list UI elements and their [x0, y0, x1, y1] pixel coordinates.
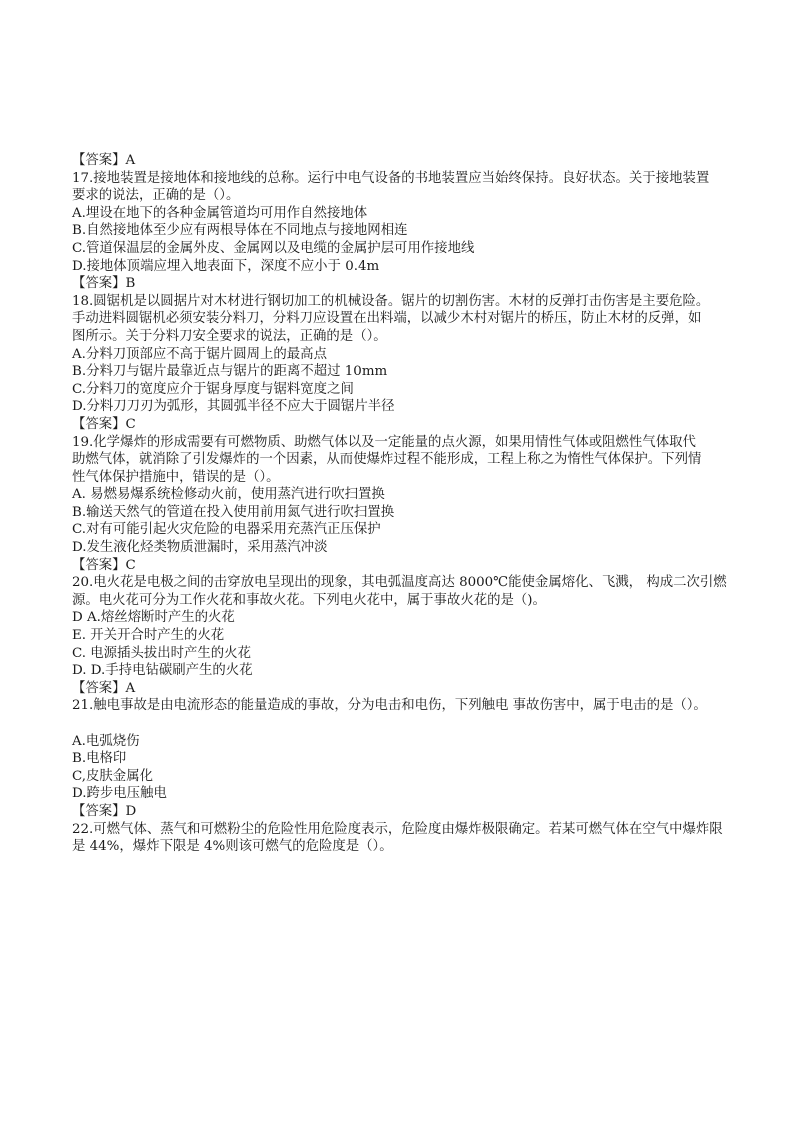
answer-line: 【答案】A: [72, 153, 136, 168]
question-text-line: 手动进料圆锯机必须安装分料刀，分料刀应设置在出料端，以减少木村对锯片的桥压，防止木材的反弹，如: [72, 311, 702, 327]
option-line: D.跨步电压触电: [72, 786, 167, 802]
question-text-line: 源。电火花可分为工作火花和事故火花。下列电火花中，属于事故火花的是（)。: [72, 592, 546, 608]
question-text-line: 17.接地装置是接地体和接地线的总称。运行中电气设备的书地装置应当始终保持。良好状态。关于接地装置: [72, 170, 710, 186]
question-text-line: 要求的说法，正确的是（）。: [72, 188, 240, 204]
option-line: B.自然接地体至少应有两根导体在不同地点与接地网相连: [72, 223, 408, 239]
answer-line: 【答案】B: [72, 276, 136, 292]
question-text-line: 是 44%，爆炸下限是 4%则该可燃气的危险度是（）。: [72, 839, 393, 855]
option-line: B.分料刀与锯片最靠近点与锯片的距离不超过 10mm: [72, 364, 388, 380]
option-line: A.电弧烧伤: [72, 733, 140, 749]
question-text-line: 图所示。关于分料刀安全要求的说法，正确的是（）。: [72, 328, 387, 344]
option-line: B.电格印: [72, 751, 127, 767]
answer-line: 【答案】C: [72, 557, 136, 573]
question-text-line: 19.化学爆炸的形成需要有可燃物质、助燃气体以及一定能量的点火源，如果用情性气体或阻燃性气体取代: [72, 434, 696, 450]
question-text-line: 21.触电事故是由电流形态的能量造成的事故，分为电击和电伤，下列触电 事故伤害中，属于电击的是（）。: [72, 698, 707, 714]
option-line: B.输送天然气的管道在投入使用前用氮气进行吹扫置换: [72, 504, 395, 520]
option-line: D.分料刀刀刃为弧形，其圆弧半径不应大于圆锯片半径: [72, 399, 395, 415]
option-line: C.分料刀的宽度应介于锯身厚度与锯料宽度之间: [72, 381, 354, 397]
option-line: E. 开关开合时产生的火花: [72, 628, 225, 644]
question-text-line: 20.电火花是电极之间的击穿放电呈现出的现象，其电弧温度高达 8000℃能使金属熔化、飞溅， 构成二次引燃: [72, 575, 727, 591]
question-list: [72, 152, 727, 856]
blank-line: [72, 715, 722, 733]
option-line: D A.熔丝熔断时产生的火花: [72, 610, 235, 626]
option-line: C.对有可能引起火灾危险的电器采用充蒸汽正压保护: [72, 522, 381, 538]
answer-line: 【答案】C: [72, 416, 136, 432]
answer-line: 【答案】A: [72, 680, 136, 696]
question-text-line: 性气体保护措施中，错误的是（）。: [72, 469, 280, 485]
option-line: A.埋设在地下的各种金属管道均可用作自然接地体: [72, 205, 368, 221]
option-line: D. D.手持电钻碳刷产生的火花: [72, 663, 253, 679]
option-line: D.发生液化烃类物质泄漏时，采用蒸汽冲淡: [72, 540, 328, 556]
option-line: A. 易燃易爆系统检修动火前，使用蒸汽进行吹扫置换: [72, 487, 385, 503]
answer-line: 【答案】D: [72, 803, 137, 819]
question-text-line: 22.可燃气体、蒸气和可燃粉尘的危险性用危险度表示，危险度由爆炸极限确定。若某可燃气体在空气中爆炸限: [72, 821, 723, 837]
option-line: C,皮肤金属化: [72, 768, 153, 784]
question-text-line: 18.圆锯机是以圆据片对木材进行钢切加工的机械设备。锯片的切割伤害。木材的反弹打击伤害是主要危险。: [72, 293, 710, 309]
question-text-line: 助燃气体，就消除了引发爆炸的一个因素，从而使爆炸过程不能形成，工程上称之为惰性气体保护。下列情: [72, 452, 702, 468]
option-line: C. 电源插头拔出时产生的火花: [72, 645, 251, 661]
option-line: D.接地体顶端应埋入地表面下，深度不应小于 0.4m: [72, 258, 380, 274]
option-line: C.管道保温层的金属外皮、金属网以及电缆的金属护层可用作接地线: [72, 240, 475, 256]
option-line: A.分料刀顶部应不高于锯片圆周上的最高点: [72, 346, 327, 362]
